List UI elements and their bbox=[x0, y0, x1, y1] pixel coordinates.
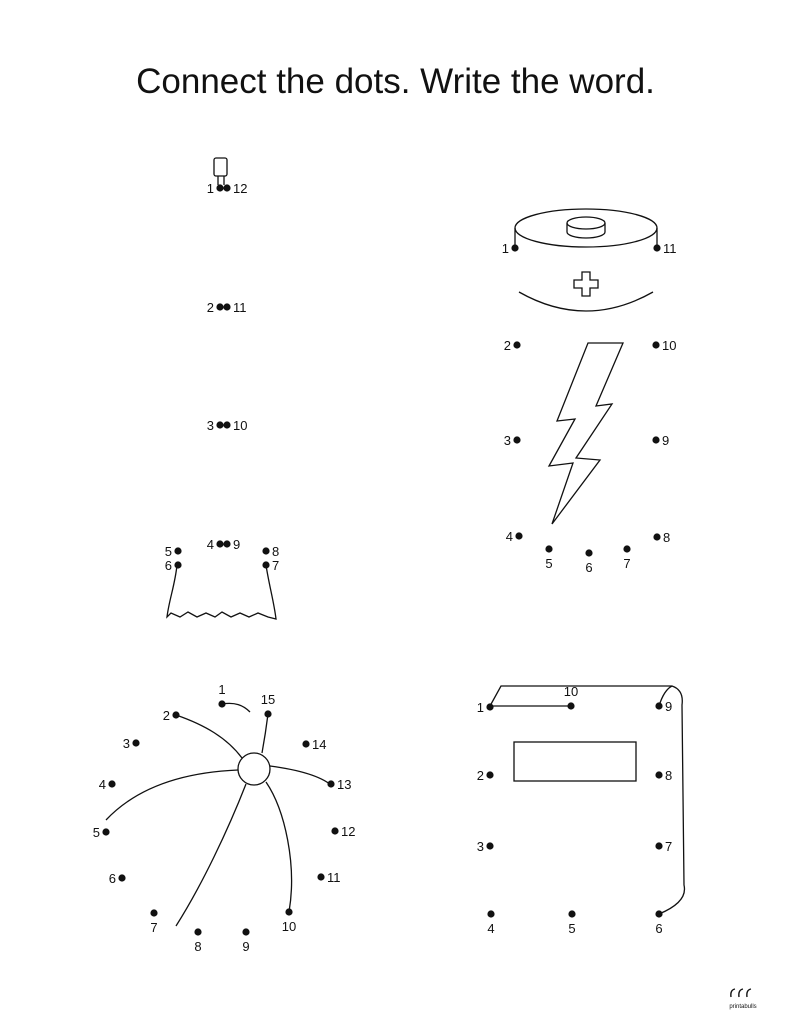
pen-dot-label-9: 9 bbox=[233, 537, 241, 552]
paper-text-box bbox=[514, 742, 636, 781]
battery-dot-2 bbox=[513, 341, 520, 348]
pen-dot-label-1: 1 bbox=[206, 181, 214, 196]
paper-puzzle bbox=[490, 686, 684, 914]
battery-dot-9 bbox=[652, 436, 659, 443]
paper-dot-label-5: 5 bbox=[568, 921, 576, 936]
paper-dot-label-3: 3 bbox=[476, 839, 484, 854]
sun-center-circle bbox=[238, 753, 270, 785]
sun-dot-label-7: 7 bbox=[150, 920, 158, 935]
sun-dot-4 bbox=[108, 780, 115, 787]
sun-dot-label-2: 2 bbox=[162, 708, 170, 723]
battery-dot-1 bbox=[511, 244, 518, 251]
sun-dot-2 bbox=[172, 711, 179, 718]
dots-layer bbox=[93, 181, 677, 954]
pen-dot-label-10: 10 bbox=[233, 418, 248, 433]
sun-dot-label-12: 12 bbox=[341, 824, 356, 839]
battery-dot-6 bbox=[585, 549, 592, 556]
sun-dot-label-10: 10 bbox=[281, 919, 297, 934]
battery-terminal-side bbox=[567, 223, 605, 238]
sun-dot-1 bbox=[218, 700, 225, 707]
pen-dot-4 bbox=[216, 540, 223, 547]
pen-dot-label-3: 3 bbox=[206, 418, 214, 433]
paper-dot-6 bbox=[655, 910, 662, 917]
pen-dot-1 bbox=[216, 184, 223, 191]
battery-dot-label-6: 6 bbox=[585, 560, 593, 575]
battery-dot-11 bbox=[653, 244, 660, 251]
battery-dot-label-3: 3 bbox=[503, 433, 511, 448]
pen-dot-label-4: 4 bbox=[206, 537, 214, 552]
battery-dot-5 bbox=[545, 545, 552, 552]
sun-dot-9 bbox=[242, 928, 249, 935]
sun-dot-label-11: 11 bbox=[327, 870, 341, 885]
pen-dot-6 bbox=[174, 561, 181, 568]
battery-dot-label-10: 10 bbox=[662, 338, 677, 353]
battery-top-ellipse bbox=[515, 209, 657, 247]
pen-dot-3 bbox=[216, 421, 223, 428]
battery-dot-8 bbox=[653, 533, 660, 540]
paper-dot-label-2: 2 bbox=[476, 768, 484, 783]
paper-dot-5 bbox=[568, 910, 575, 917]
paper-dot-label-7: 7 bbox=[665, 839, 673, 854]
brand-name: printabulls bbox=[729, 1004, 757, 1010]
paper-dot-label-9: 9 bbox=[665, 699, 673, 714]
pen-dot-label-12: 12 bbox=[233, 181, 248, 196]
sun-dot-3 bbox=[132, 739, 139, 746]
worksheet-title: Connect the dots. Write the word. bbox=[136, 62, 655, 101]
sun-dot-12 bbox=[331, 827, 338, 834]
paper-dot-label-6: 6 bbox=[655, 921, 663, 936]
pen-dot-7 bbox=[262, 561, 269, 568]
battery-dot-label-4: 4 bbox=[505, 529, 513, 544]
printabulls-logo bbox=[723, 986, 763, 1010]
battery-band-curve bbox=[519, 292, 653, 311]
pen-dot-10 bbox=[223, 421, 230, 428]
paper-dot-10 bbox=[567, 702, 574, 709]
battery-dot-7 bbox=[623, 545, 630, 552]
paper-outline bbox=[490, 686, 684, 914]
battery-dot-label-8: 8 bbox=[663, 530, 671, 545]
pen-puzzle bbox=[164, 158, 276, 619]
paper-dot-label-10: 10 bbox=[563, 684, 579, 699]
paper-dot-7 bbox=[655, 842, 662, 849]
sun-dot-10 bbox=[285, 908, 292, 915]
sun-dot-label-3: 3 bbox=[122, 736, 130, 751]
sun-dot-7 bbox=[150, 909, 157, 916]
pen-dot-12 bbox=[223, 184, 230, 191]
pen-dot-8 bbox=[262, 547, 269, 554]
battery-puzzle bbox=[515, 209, 657, 524]
battery-dot-label-5: 5 bbox=[545, 556, 553, 571]
battery-dot-3 bbox=[513, 436, 520, 443]
paper-dot-1 bbox=[486, 703, 493, 710]
pen-dot-9 bbox=[223, 540, 230, 547]
pen-dot-label-8: 8 bbox=[272, 544, 280, 559]
paper-dot-3 bbox=[486, 842, 493, 849]
paper-dot-2 bbox=[486, 771, 493, 778]
lightning-bolt-icon bbox=[549, 343, 623, 524]
sun-dot-15 bbox=[264, 710, 271, 717]
sun-dot-label-14: 14 bbox=[312, 737, 327, 752]
pen-dot-label-2: 2 bbox=[206, 300, 214, 315]
sun-dot-label-6: 6 bbox=[108, 871, 116, 886]
paper-dot-label-4: 4 bbox=[487, 921, 495, 936]
pen-dot-5 bbox=[174, 547, 181, 554]
sun-puzzle bbox=[106, 703, 331, 926]
pen-dot-label-6: 6 bbox=[164, 558, 172, 573]
pen-base-drawing bbox=[167, 565, 276, 619]
sun-dot-6 bbox=[118, 874, 125, 881]
paper-dot-label-1: 1 bbox=[476, 700, 484, 715]
bull-horns-icon bbox=[728, 987, 758, 999]
plus-icon bbox=[574, 272, 598, 296]
paper-dot-4 bbox=[487, 910, 494, 917]
sun-dot-13 bbox=[327, 780, 334, 787]
battery-dot-label-1: 1 bbox=[501, 241, 509, 256]
sun-dot-14 bbox=[302, 740, 309, 747]
pen-cap-drawing bbox=[214, 158, 227, 176]
sun-dot-label-4: 4 bbox=[98, 777, 106, 792]
sun-dot-label-5: 5 bbox=[92, 825, 100, 840]
pen-dot-label-11: 11 bbox=[233, 300, 247, 315]
sun-dot-label-8: 8 bbox=[194, 939, 202, 954]
battery-dot-label-11: 11 bbox=[663, 241, 677, 256]
battery-dot-label-7: 7 bbox=[623, 556, 631, 571]
sun-dot-label-1: 1 bbox=[218, 682, 226, 697]
pen-dot-2 bbox=[216, 303, 223, 310]
pen-dot-11 bbox=[223, 303, 230, 310]
battery-dot-label-9: 9 bbox=[662, 433, 670, 448]
battery-terminal-top bbox=[567, 217, 605, 229]
paper-dot-label-8: 8 bbox=[665, 768, 673, 783]
sun-ray-lines bbox=[106, 703, 331, 926]
pen-dot-label-5: 5 bbox=[164, 544, 172, 559]
sun-dot-label-9: 9 bbox=[242, 939, 250, 954]
sun-dot-label-15: 15 bbox=[260, 692, 276, 707]
battery-dot-label-2: 2 bbox=[503, 338, 511, 353]
pen-dot-label-7: 7 bbox=[272, 558, 280, 573]
sun-dot-11 bbox=[317, 873, 324, 880]
battery-dot-4 bbox=[515, 532, 522, 539]
sun-dot-5 bbox=[102, 828, 109, 835]
paper-dot-8 bbox=[655, 771, 662, 778]
sun-dot-8 bbox=[194, 928, 201, 935]
paper-dot-9 bbox=[655, 702, 662, 709]
battery-dot-10 bbox=[652, 341, 659, 348]
sun-dot-label-13: 13 bbox=[337, 777, 352, 792]
